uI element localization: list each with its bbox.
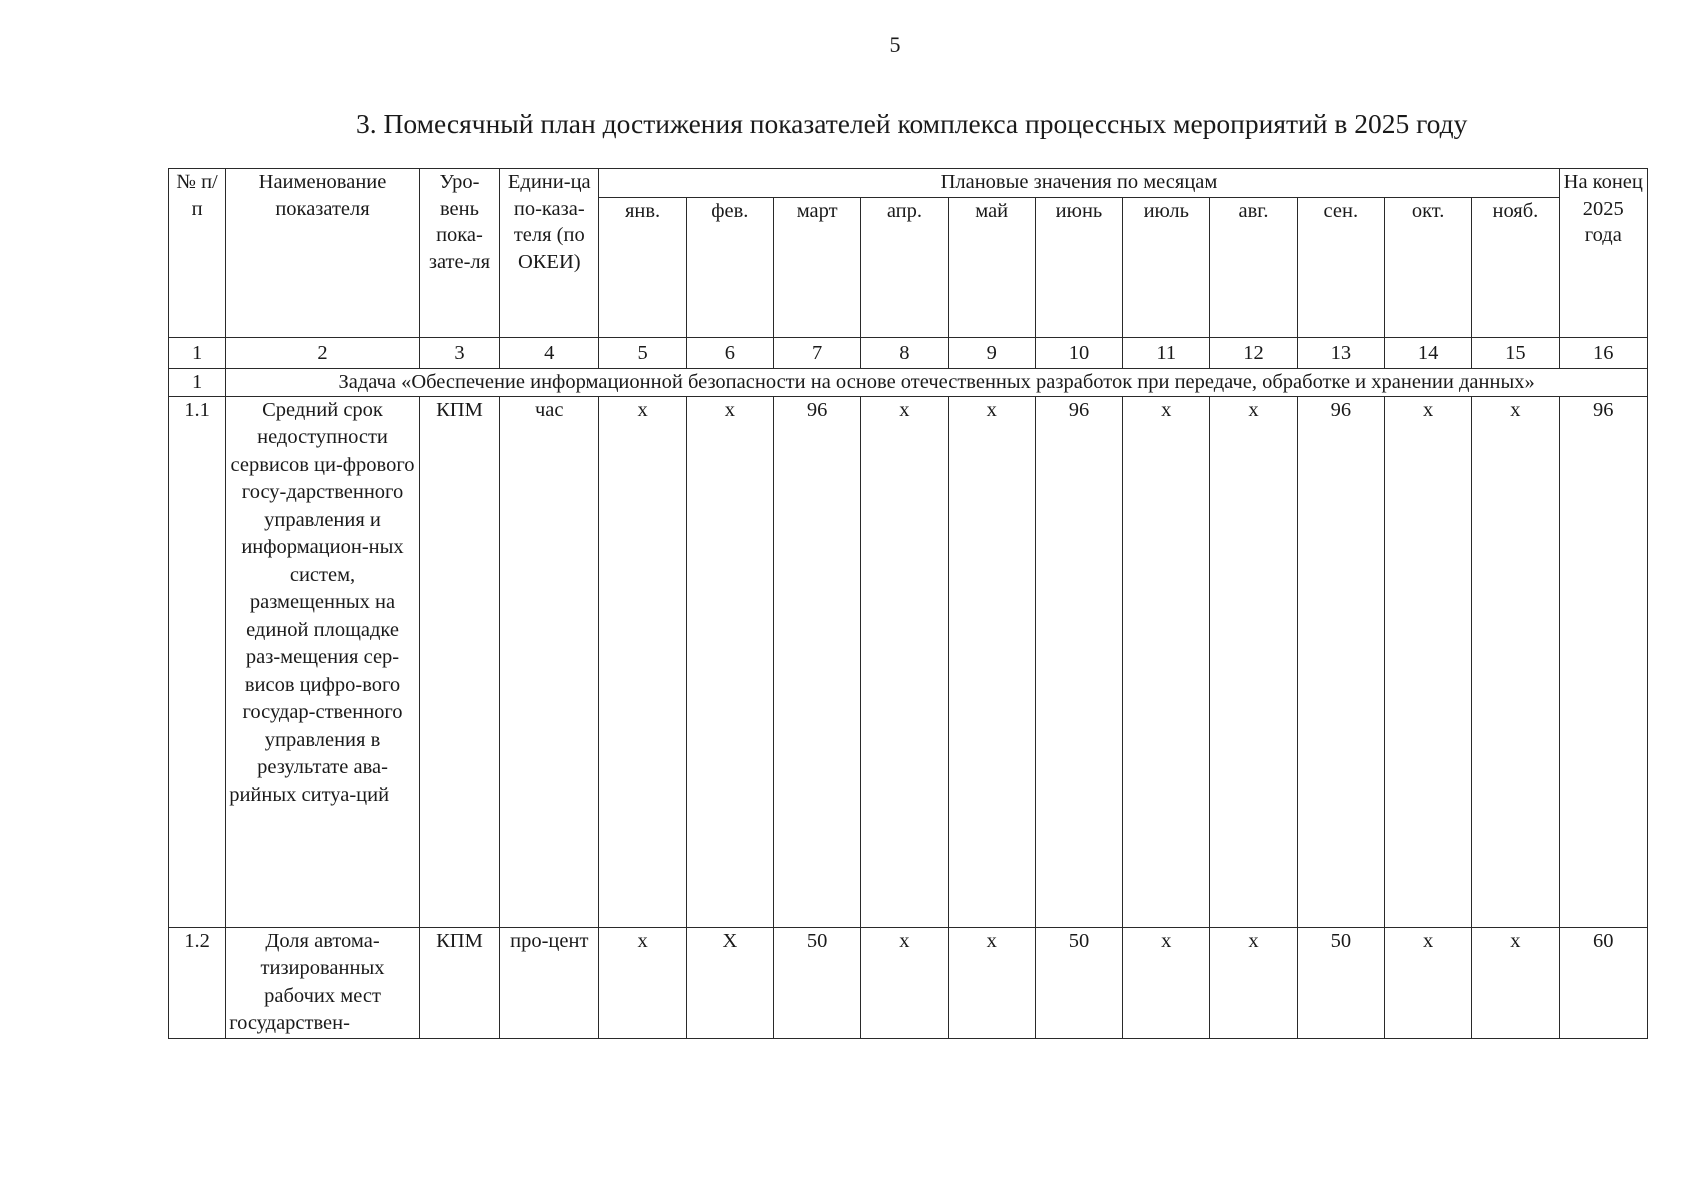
- month-value: x: [1472, 927, 1559, 1038]
- column-number: 9: [948, 337, 1035, 368]
- header-month: июнь: [1035, 197, 1122, 337]
- header-month: авг.: [1210, 197, 1297, 337]
- column-number: 4: [500, 337, 599, 368]
- header-name: Наименование показателя: [226, 169, 420, 338]
- header-month: янв.: [599, 197, 686, 337]
- month-value: 96: [773, 396, 860, 927]
- indicator-level: КПМ: [419, 396, 499, 927]
- header-month: сен.: [1297, 197, 1384, 337]
- task-row: [169, 368, 1648, 396]
- header-month: апр.: [861, 197, 948, 337]
- month-value: x: [948, 927, 1035, 1038]
- column-number: 16: [1559, 337, 1647, 368]
- column-number: 1: [169, 337, 226, 368]
- month-value: 96: [1035, 396, 1122, 927]
- column-number: 10: [1035, 337, 1122, 368]
- header-total: На конец 2025 года: [1559, 169, 1647, 338]
- indicator-level: КПМ: [419, 927, 499, 1038]
- column-number: 15: [1472, 337, 1559, 368]
- column-number: 11: [1123, 337, 1210, 368]
- column-number: 12: [1210, 337, 1297, 368]
- page-number: 5: [889, 32, 901, 57]
- month-value: x: [686, 396, 773, 927]
- month-value: x: [1123, 927, 1210, 1038]
- column-numbers-row: [169, 337, 1648, 368]
- column-number: 14: [1384, 337, 1471, 368]
- header-month: март: [773, 197, 860, 337]
- indicator-unit: час: [500, 396, 599, 927]
- month-value: x: [1384, 396, 1471, 927]
- month-value: x: [599, 927, 686, 1038]
- row-number: 1.1: [169, 396, 226, 927]
- column-number: 6: [686, 337, 773, 368]
- column-number: 8: [861, 337, 948, 368]
- year-end-value: 96: [1559, 396, 1647, 927]
- month-value: 50: [1297, 927, 1384, 1038]
- table-row: [169, 927, 1648, 1038]
- document-title: 3. Помесячный план достижения показателей комплекса процессных мероприятий в 2025 году: [356, 108, 1468, 139]
- month-value: 50: [1035, 927, 1122, 1038]
- indicator-unit: про-цент: [500, 927, 599, 1038]
- month-value: x: [1210, 396, 1297, 927]
- header-months-group: Плановые значения по месяцам: [599, 169, 1559, 198]
- header-month: нояб.: [1472, 197, 1559, 337]
- column-number: 5: [599, 337, 686, 368]
- header-month: июль: [1123, 197, 1210, 337]
- task-text: Задача «Обеспечение информационной безопасности на основе отечественных разработок при передаче, обработке и хранении данных»: [226, 368, 1648, 396]
- month-value: x: [1210, 927, 1297, 1038]
- month-value: x: [861, 396, 948, 927]
- header-month: май: [948, 197, 1035, 337]
- indicators-plan-table: [168, 168, 1648, 1039]
- row-number: 1.2: [169, 927, 226, 1038]
- header-month: фев.: [686, 197, 773, 337]
- month-value: x: [1123, 396, 1210, 927]
- header-num: № п/п: [169, 169, 226, 338]
- header-row-top: [169, 169, 1648, 198]
- header-unit: Едини-ца по-каза-теля (по ОКЕИ): [500, 169, 599, 338]
- month-value: 50: [773, 927, 860, 1038]
- indicator-name: Доля автома-тизированных рабочих мест государствен-: [226, 927, 420, 1038]
- column-number: 3: [419, 337, 499, 368]
- task-number: 1: [169, 368, 226, 396]
- month-value: x: [948, 396, 1035, 927]
- column-number: 13: [1297, 337, 1384, 368]
- month-value: x: [599, 396, 686, 927]
- month-value: x: [1384, 927, 1471, 1038]
- header-level: Уро-вень пока-зате-ля: [419, 169, 499, 338]
- month-value: x: [861, 927, 948, 1038]
- month-value: 96: [1297, 396, 1384, 927]
- table-row: [169, 396, 1648, 927]
- indicator-name: Средний срок недоступности сервисов ци-фрового госу-дарственного управления и информацион-ных систем, размещенных на единой площадке раз-мещения сер-висов цифро-вого государ-ственного управления в результате ава-рийных ситуа-ций: [226, 396, 420, 927]
- year-end-value: 60: [1559, 927, 1647, 1038]
- column-number: 7: [773, 337, 860, 368]
- month-value: X: [686, 927, 773, 1038]
- column-number: 2: [226, 337, 420, 368]
- month-value: x: [1472, 396, 1559, 927]
- header-month: окт.: [1384, 197, 1471, 337]
